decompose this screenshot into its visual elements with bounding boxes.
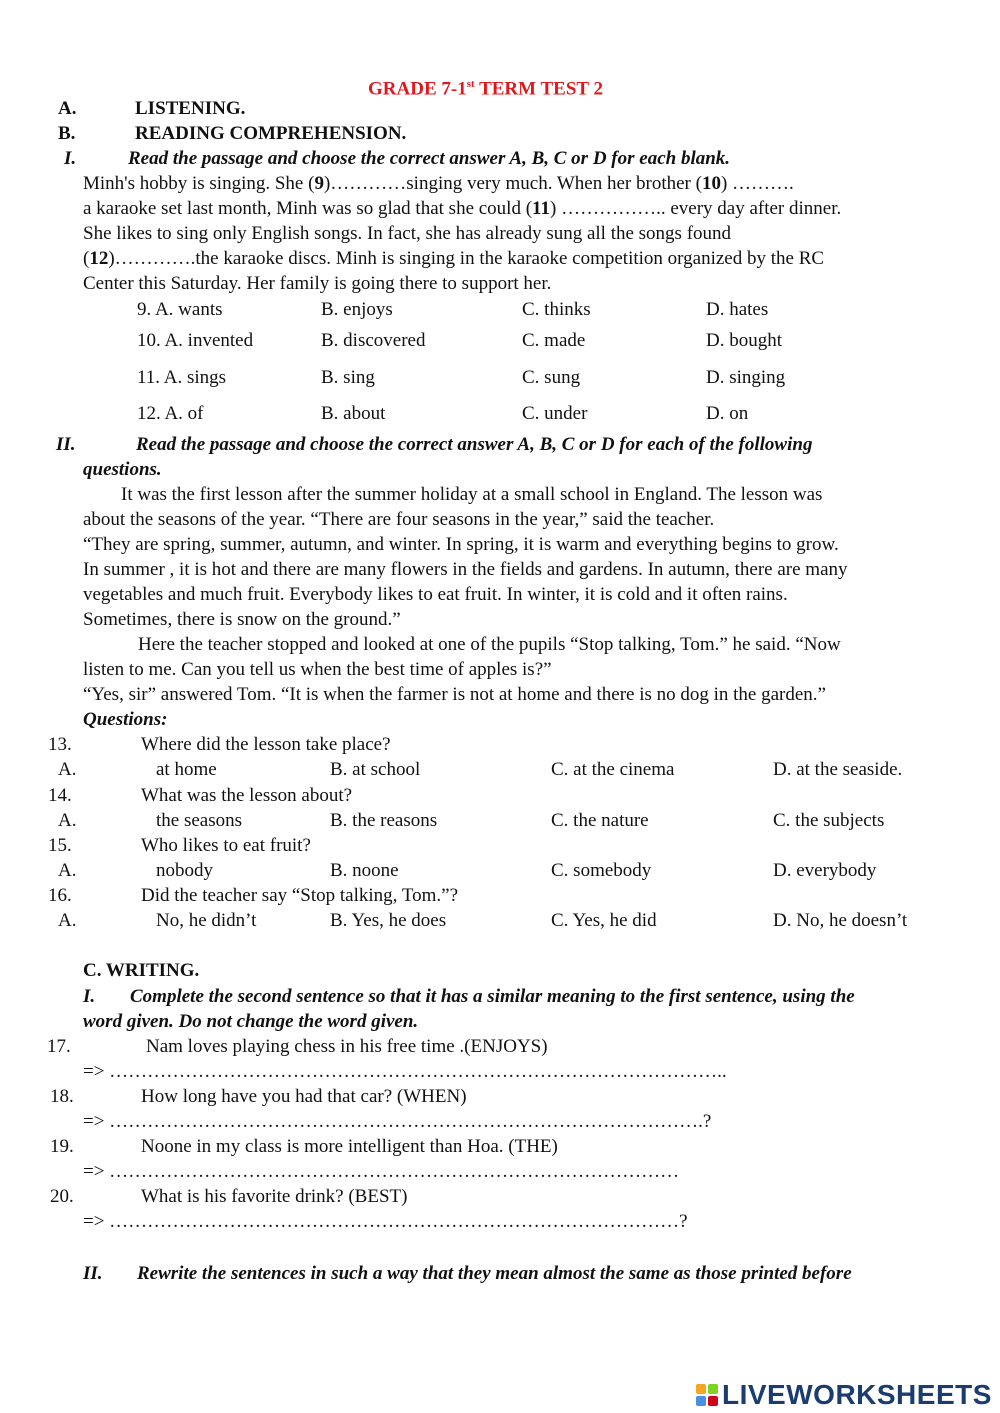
option-c[interactable]: C. made: [522, 330, 586, 351]
question-text: Who likes to eat fruit?: [141, 835, 311, 856]
passage-2-line: “They are spring, summer, autumn, and winter. In spring, it is warm and everything begins to grow.: [83, 534, 839, 555]
option-c[interactable]: C. under: [522, 403, 588, 424]
option-letter: A.: [58, 860, 77, 881]
blank-number-9: 9: [314, 173, 324, 194]
question-number: 14.: [48, 785, 72, 806]
section-a-heading: LISTENING.: [135, 98, 246, 119]
part-c-i-instruction: Complete the second sentence so that it has a similar meaning to the first sentence, using the: [130, 986, 855, 1007]
item-number: 19.: [50, 1136, 74, 1157]
option-a[interactable]: nobody: [156, 860, 213, 881]
logo-text: LIVEWORKSHEETS: [722, 1379, 992, 1410]
option-letter: A.: [58, 910, 77, 931]
title-superscript: st: [466, 78, 475, 90]
option-b[interactable]: B. the reasons: [330, 810, 438, 831]
passage-2-line: listen to me. Can you tell us when the best time of apples is?”: [83, 659, 552, 680]
item-sentence: How long have you had that car? (WHEN): [141, 1086, 467, 1107]
item-sentence: Nam loves playing chess in his free time .(ENJOYS): [146, 1036, 548, 1057]
option-d[interactable]: D. singing: [706, 367, 786, 388]
passage-text: ) …………….. every day after dinner.: [550, 198, 842, 219]
passage-text: a karaoke set last month, Minh was so glad that she could (: [83, 198, 533, 219]
option-letter: A.: [58, 810, 77, 831]
logo-square: [696, 1384, 706, 1394]
passage-2-line: about the seasons of the year. “There are four seasons in the year,” said the teacher.: [83, 509, 715, 530]
option-d[interactable]: C. the subjects: [773, 810, 885, 831]
option-b[interactable]: B. at school: [330, 759, 421, 780]
passage-1-line: [83, 247, 824, 271]
option-letter: A.: [58, 759, 77, 780]
part-c-ii-number: II.: [83, 1263, 103, 1284]
option-a[interactable]: 12. A. of: [137, 403, 204, 424]
option-a[interactable]: 9. A. wants: [137, 299, 223, 320]
passage-2-line: “Yes, sir” answered Tom. “It is when the farmer is not at home and there is no dog in the garden.”: [83, 684, 826, 705]
item-sentence: What is his favorite drink? (BEST): [141, 1186, 408, 1207]
passage-2-line: Sometimes, there is snow on the ground.”: [83, 609, 401, 630]
part-ii-instruction: Read the passage and choose the correct answer A, B, C or D for each of the following: [136, 434, 813, 455]
passage-text: Minh's hobby is singing. She (: [83, 173, 315, 194]
option-b[interactable]: B. noone: [330, 860, 399, 881]
option-c[interactable]: C. Yes, he did: [551, 910, 657, 931]
option-c[interactable]: C. sung: [522, 367, 581, 388]
option-b[interactable]: B. enjoys: [321, 299, 393, 320]
section-b-letter: B.: [58, 123, 76, 144]
part-c-ii-instruction: Rewrite the sentences in such a way that they mean almost the same as those printed before: [137, 1263, 852, 1284]
passage-1-line: She likes to sing only English songs. In fact, she has already sung all the songs found: [83, 223, 732, 244]
logo-square: [708, 1396, 718, 1406]
item-sentence: Noone in my class is more intelligent than Hoa. (THE): [141, 1136, 558, 1157]
option-a[interactable]: 10. A. invented: [137, 330, 254, 351]
section-b-heading: READING COMPREHENSION.: [135, 123, 407, 144]
option-c[interactable]: C. thinks: [522, 299, 591, 320]
logo-icon: [696, 1384, 718, 1406]
option-d[interactable]: D. everybody: [773, 860, 877, 881]
question-number: 16.: [48, 885, 72, 906]
passage-1-line: [83, 197, 841, 221]
item-number: 20.: [50, 1186, 74, 1207]
question-number: 15.: [48, 835, 72, 856]
option-d[interactable]: D. No, he doesn’t: [773, 910, 908, 931]
part-i-instruction: Read the passage and choose the correct answer A, B, C or D for each blank.: [128, 148, 731, 169]
question-number: 13.: [48, 734, 72, 755]
option-c[interactable]: C. at the cinema: [551, 759, 675, 780]
option-a[interactable]: the seasons: [156, 810, 243, 831]
logo-square: [696, 1396, 706, 1406]
part-i-number: I.: [64, 148, 77, 169]
blank-number-11: 11: [532, 198, 550, 219]
passage-1-line: Center this Saturday. Her family is going there to support her.: [83, 273, 552, 294]
option-a[interactable]: at home: [156, 759, 217, 780]
title-rest: TERM TEST 2: [474, 78, 603, 100]
passage-1-line: [83, 172, 794, 196]
page-title: [368, 72, 603, 101]
answer-line[interactable]: => ……………………………………………………………………………………..: [83, 1061, 727, 1082]
item-number: 18.: [50, 1086, 74, 1107]
passage-text: (: [83, 248, 90, 269]
option-c[interactable]: C. the nature: [551, 810, 649, 831]
option-d[interactable]: D. on: [706, 403, 749, 424]
question-text: Did the teacher say “Stop talking, Tom.”?: [141, 885, 459, 906]
item-number: 17.: [47, 1036, 71, 1057]
question-text: What was the lesson about?: [141, 785, 353, 806]
blank-number-12: 12: [89, 248, 109, 269]
option-a[interactable]: No, he didn’t: [156, 910, 257, 931]
question-text: Where did the lesson take place?: [141, 734, 391, 755]
passage-text: ) ……….: [720, 173, 794, 194]
section-a-letter: A.: [58, 98, 77, 119]
passage-text: )…………singing very much. When her brother (: [323, 173, 702, 194]
option-d[interactable]: D. hates: [706, 299, 769, 320]
option-b[interactable]: B. discovered: [321, 330, 426, 351]
liveworksheets-logo[interactable]: [696, 1380, 992, 1410]
option-c[interactable]: C. somebody: [551, 860, 652, 881]
option-d[interactable]: D. at the seaside.: [773, 759, 903, 780]
option-d[interactable]: D. bought: [706, 330, 782, 351]
option-b[interactable]: B. sing: [321, 367, 375, 388]
part-ii-instruction-cont: questions.: [83, 459, 162, 480]
questions-label: Questions:: [83, 709, 168, 730]
answer-line[interactable]: => ………………………………………………………………………………: [83, 1161, 680, 1182]
passage-2-line: It was the first lesson after the summer holiday at a small school in England. The lesson was: [121, 484, 823, 505]
passage-text: )………….the karaoke discs. Minh is singing in the karaoke competition organized by the RC: [108, 248, 825, 269]
answer-line[interactable]: => ………………………………………………………………………………….?: [83, 1111, 712, 1132]
logo-square: [708, 1384, 718, 1394]
part-c-i-number: I.: [83, 986, 96, 1007]
part-c-i-instruction-cont: word given. Do not change the word given.: [83, 1011, 419, 1032]
option-b[interactable]: B. Yes, he does: [330, 910, 447, 931]
part-ii-number: II.: [56, 434, 76, 455]
option-b[interactable]: B. about: [321, 403, 386, 424]
option-a[interactable]: 11. A. sings: [137, 367, 227, 388]
section-c-heading: C. WRITING.: [83, 960, 200, 981]
blank-number-10: 10: [701, 173, 721, 194]
title-main: GRADE 7-1: [368, 78, 467, 100]
passage-2-line: Here the teacher stopped and looked at one of the pupils “Stop talking, Tom.” he said. “Now: [138, 634, 841, 655]
passage-2-line: vegetables and much fruit. Everybody likes to eat fruit. In winter, it is cold and it often rains.: [83, 584, 788, 605]
passage-2-line: In summer , it is hot and there are many flowers in the fields and gardens. In autumn, there are many: [83, 559, 848, 580]
answer-line[interactable]: => ………………………………………………………………………………?: [83, 1211, 688, 1232]
